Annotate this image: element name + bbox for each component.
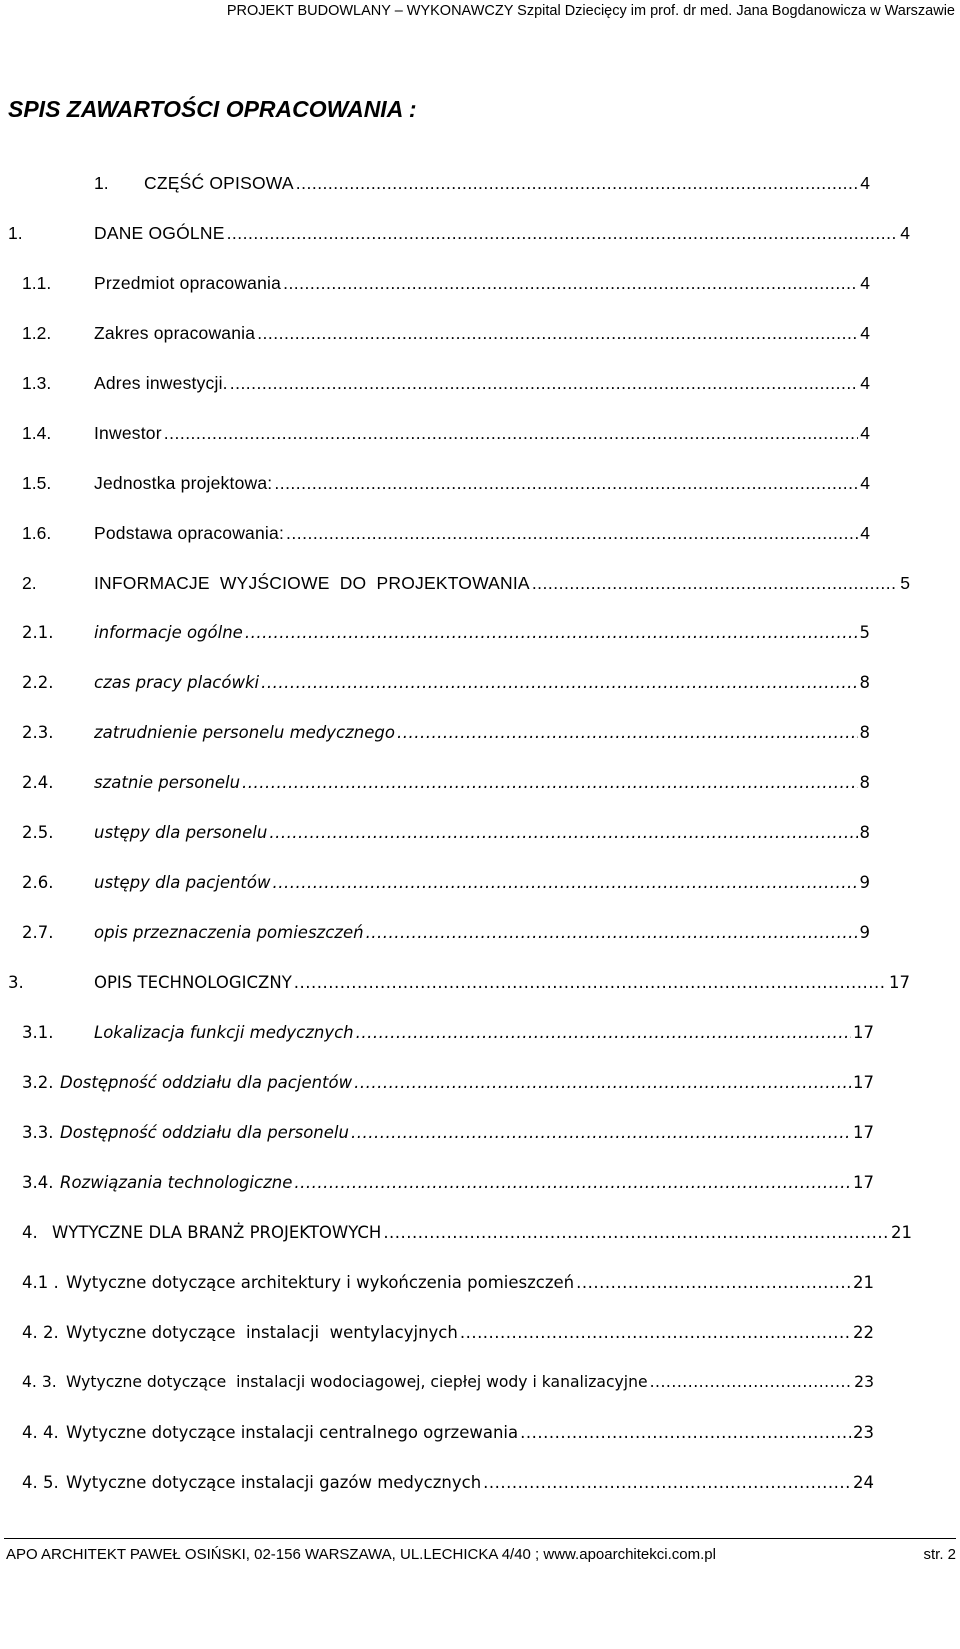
toc-leader-dots [397,723,858,742]
toc-entry[interactable] [22,1073,874,1103]
toc-entry-number: 2. [22,573,37,593]
toc-entry[interactable] [22,1423,874,1453]
page-number: str. 2 [923,1546,956,1563]
page-header: PROJEKT BUDOWLANY – WYKONAWCZY Szpital Dziecięcy im prof. dr med. Jana Bogdanowicza w Warszawie [226,3,955,19]
toc-entry-number: 1. [8,223,23,243]
toc-entry[interactable] [22,923,870,953]
toc-entry-label: opis przeznaczenia pomieszczeń [94,923,364,942]
toc-entry-number: 1. [94,173,109,193]
toc-entry[interactable] [22,523,870,553]
toc-leader-dots [460,1323,851,1342]
toc-entry-label: Wytyczne dotyczące instalacji centralnego ogrzewania [66,1423,519,1442]
toc-entry-page: 8 [859,773,870,792]
toc-leader-dots [532,573,898,594]
toc-entry-page: 4 [860,523,870,543]
toc-entry-number: 2.4. [22,773,54,792]
toc-entry-label: ustępy dla pacjentów [94,873,271,892]
toc-entry[interactable] [8,973,910,1003]
toc-leader-dots [650,1373,853,1391]
toc-entry-label: Dostępność oddziału dla personelu [60,1123,349,1142]
toc-entry-number: 1.5. [22,473,52,493]
toc-entry[interactable] [22,373,870,403]
toc-entry-label: Zakres opracowania [94,323,256,343]
toc-leader-dots [283,273,858,294]
toc-entry-page: 4 [900,223,910,243]
toc-entry-number: 4. 2. [22,1323,59,1342]
toc-leader-dots [230,373,859,394]
toc-entry-number: 4. [22,1223,38,1242]
toc-leader-dots [383,1223,889,1242]
toc-entry[interactable] [22,1123,874,1153]
toc-leader-dots [269,823,857,842]
toc-leader-dots [354,1073,851,1092]
toc-entry-label: Adres inwestycji. [94,373,228,393]
toc-entry-number: 4. 3. [22,1373,57,1391]
toc-entry-number: 3.3. [22,1123,54,1142]
toc-leader-dots [294,973,887,992]
toc-entry-page: 4 [860,373,870,393]
toc-entry-label: WYTYCZNE DLA BRANŻ PROJEKTOWYCH [52,1223,382,1242]
toc-entry[interactable] [22,773,870,803]
toc-entry-label: Wytyczne dotyczące instalacji wentylacyjnych [66,1323,458,1342]
toc-entry[interactable] [22,673,870,703]
toc-entry-page: 22 [853,1323,874,1342]
toc-entry[interactable] [22,1473,874,1503]
toc-entry[interactable] [22,423,870,453]
toc-entry-number: 1.1. [22,273,52,293]
toc-entry-page: 4 [860,173,870,193]
toc-entry-label: informacje ogólne [94,623,243,642]
toc-entry-number: 1.2. [22,323,52,343]
toc-leader-dots [286,523,858,544]
toc-entry-page: 9 [859,923,870,942]
toc-entry-label: zatrudnienie personelu medycznego [94,723,395,742]
toc-entry[interactable] [22,473,870,503]
toc-entry[interactable] [22,323,870,353]
toc-entry-page: 17 [853,1123,874,1142]
toc-entry-page: 8 [859,823,870,842]
toc-leader-dots [483,1473,851,1492]
toc-entry-label: DANE OGÓLNE [94,223,225,243]
toc-entry[interactable] [94,173,870,203]
toc-leader-dots [351,1123,851,1142]
toc-entry[interactable] [22,1173,874,1203]
toc-entry[interactable] [22,273,870,303]
page-footer [6,1546,956,1563]
toc-entry-label: szatnie personelu [94,773,241,792]
toc-entry-page: 17 [853,1023,874,1042]
toc-entry[interactable] [22,723,870,753]
footer-company: APO ARCHITEKT PAWEŁ OSIŃSKI, 02-156 WARSZAWA, UL.LECHICKA 4/40 ; www.apoarchitekci.com.pl [6,1546,716,1563]
toc-entry-label: Przedmiot opracowania [94,273,282,293]
toc-entry-label: INFORMACJE WYJŚCIOWE DO PROJEKTOWANIA [94,573,530,593]
toc-entry-label: CZĘŚĆ OPISOWA [144,173,294,193]
toc-entry[interactable] [22,1373,874,1403]
toc-entry-label: OPIS TECHNOLOGICZNY [94,973,292,992]
toc-entry-number: 2.5. [22,823,54,842]
toc-leader-dots [576,1273,851,1292]
toc-entry-label: Inwestor [94,423,162,443]
toc-entry[interactable] [22,623,870,653]
toc-entry-number: 1.3. [22,373,52,393]
toc-entry-page: 24 [853,1473,874,1492]
toc-entry-page: 17 [853,1073,874,1092]
toc-entry-page: 8 [859,673,870,692]
toc-entry[interactable] [8,223,910,253]
toc-entry[interactable] [22,1323,874,1353]
toc-entry-page: 5 [859,623,870,642]
toc-leader-dots [164,423,859,444]
toc-entry-page: 8 [859,723,870,742]
toc-entry-number: 3. [8,973,24,992]
toc-entry-label: Lokalizacja funkcji medycznych [94,1023,354,1042]
toc-entry-page: 4 [860,423,870,443]
toc-leader-dots [261,673,857,692]
toc-entry-number: 2.6. [22,873,54,892]
toc-entry-number: 3.2. [22,1073,54,1092]
toc-entry-number: 4.1 . [22,1273,59,1292]
toc-entry-page: 4 [860,323,870,343]
toc-entry[interactable] [22,1223,912,1253]
toc-entry-number: 2.2. [22,673,54,692]
toc-entry-page: 21 [891,1223,912,1242]
toc-entry-label: ustępy dla personelu [94,823,268,842]
toc-leader-dots [227,223,899,244]
toc-leader-dots [274,473,858,494]
toc-entry-label: Rozwiązania technologiczne [60,1173,293,1192]
toc-entry-number: 4. 4. [22,1423,59,1442]
toc-leader-dots [520,1423,851,1442]
toc-entry-number: 2.7. [22,923,54,942]
toc-entry[interactable] [22,1273,874,1303]
toc-entry-number: 2.3. [22,723,54,742]
toc-leader-dots [272,873,857,892]
toc-entry-label: Wytyczne dotyczące instalacji wodociagowej, ciepłej wody i kanalizacyjne [66,1373,648,1391]
toc-entry-number: 4. 5. [22,1473,59,1492]
toc-entry-page: 4 [860,473,870,493]
toc-entry-page: 17 [853,1173,874,1192]
toc-entry[interactable] [22,823,870,853]
toc-entry-page: 9 [859,873,870,892]
toc-entry-page: 4 [860,273,870,293]
toc-entry[interactable] [22,573,910,603]
toc-entry-page: 23 [853,1423,874,1442]
toc-entry-page: 17 [889,973,910,992]
document-title: SPIS ZAWARTOŚCI OPRACOWANIA : [8,96,417,122]
toc-entry-number: 2.1. [22,623,54,642]
toc-entry-label: Jednostka projektowa: [94,473,273,493]
toc-entry-page: 5 [900,573,910,593]
footer-divider [4,1538,956,1539]
toc-entry[interactable] [22,1023,874,1053]
toc-entry-label: czas pracy placówki [94,673,260,692]
toc-entry[interactable] [22,873,870,903]
toc-leader-dots [356,1023,851,1042]
toc-leader-dots [366,923,858,942]
toc-entry-page: 23 [854,1373,874,1391]
toc-leader-dots [296,173,859,194]
toc-entry-label: Wytyczne dotyczące architektury i wykończenia pomieszczeń [66,1273,575,1292]
toc-entry-number: 3.1. [22,1023,54,1042]
toc-leader-dots [242,773,857,792]
toc-leader-dots [245,623,858,642]
toc-entry-number: 1.6. [22,523,52,543]
toc-entry-label: Wytyczne dotyczące instalacji gazów medycznych [66,1473,482,1492]
toc-entry-label: Dostępność oddziału dla pacjentów [60,1073,353,1092]
toc-leader-dots [294,1173,851,1192]
toc-entry-number: 3.4. [22,1173,54,1192]
toc-leader-dots [257,323,858,344]
toc-entry-number: 1.4. [22,423,52,443]
toc-entry-page: 21 [853,1273,874,1292]
toc-entry-label: Podstawa opracowania: [94,523,285,543]
